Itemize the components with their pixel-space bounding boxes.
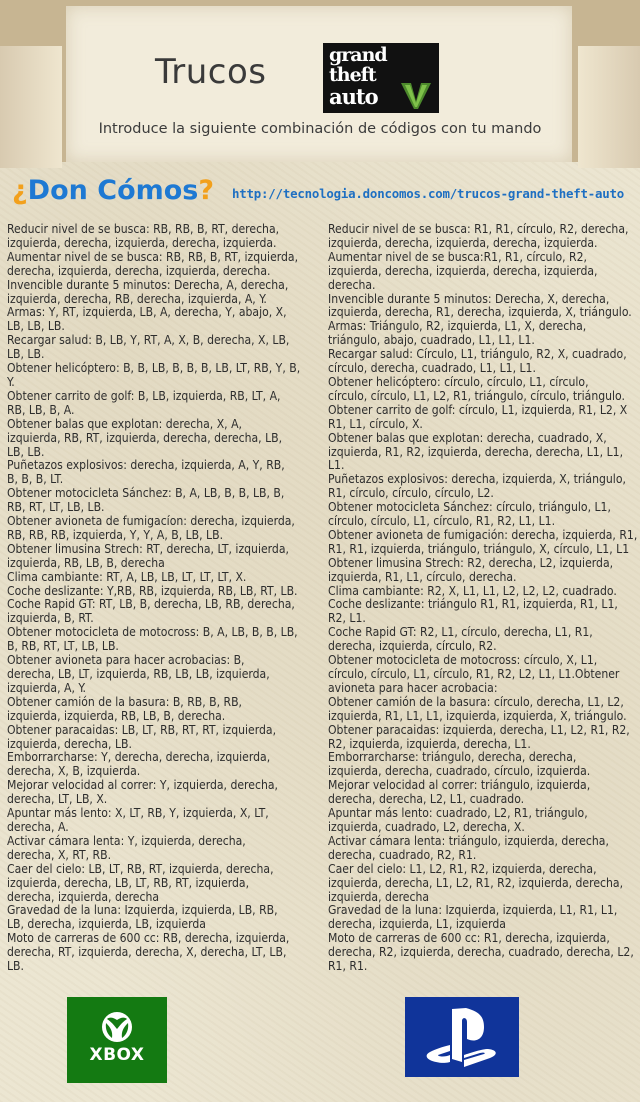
ps-cheat-line: círculo, círculo, L1, círculo, R1, R2, L2, L1, L1.Obtener: [328, 667, 620, 681]
xbox-cheat-line: derecha, X, B, izquierda.: [7, 764, 141, 779]
ps-cheat-line: Moto de carreras de 600 cc: R1, derecha, izquierda,: [328, 931, 610, 946]
xbox-cheat-line: LB, LB, LB.: [7, 319, 65, 334]
xbox-cheat-line: Aumentar nivel de se busca: RB, RB, B, RT, izquierda,: [7, 249, 299, 264]
ps-cheat-line: Caer del cielo: L1, L2, R1, R2, izquierda, derecha,: [328, 861, 597, 876]
ps-cheat-line: R1, círculo, círculo, círculo, L2.: [328, 486, 494, 501]
ps-cheat-line: R1, L1, círculo, X.: [328, 416, 423, 431]
header-edge-left: [0, 40, 62, 168]
ps-cheat-line: Obtener paracaidas: izquierda, derecha, L1, L2, R1, R2,: [328, 722, 630, 737]
xbox-cheat-line: Coche deslizante: Y,RB, RB, izquierda, RB, LB, RT, LB.: [7, 583, 298, 598]
xbox-cheat-line: Obtener camión de la basura: B, RB, B, RB,: [7, 694, 242, 709]
xbox-cheat-line: izquierda, A, Y.: [7, 680, 86, 695]
xbox-logo-text: XBOX: [89, 1045, 145, 1065]
ps-cheat-line: izquierda, derecha, R1, derecha, izquierda, X, triángulo.: [328, 305, 632, 320]
brand-open-question: ¿: [12, 175, 28, 206]
header-edge-right: [578, 40, 640, 168]
xbox-cheat-line: izquierda, derecha, LB.: [7, 736, 132, 751]
xbox-cheat-line: Armas: Y, RT, izquierda, LB, A, derecha, Y, abajo, X,: [7, 305, 287, 320]
ps-cheat-line: Activar cámara lenta: triángulo, izquierda, derecha,: [328, 833, 609, 848]
xbox-cheat-line: Obtener avioneta para hacer acrobacias: B,: [7, 653, 245, 668]
logo-word-auto: auto: [329, 84, 378, 109]
ps-cheat-line: derecha, R2, izquierda, derecha, cuadrado, derecha, L2,: [328, 945, 634, 960]
xbox-cheat-line: Apuntar más lento: X, LT, RB, Y, izquierda, X, LT,: [7, 806, 269, 821]
xbox-cheat-line: derecha, LB, LT, izquierda, RB, LB, LB, izquierda,: [7, 667, 270, 681]
ps-cheat-line: R2, izquierda, izquierda, derecha, L1.: [328, 736, 531, 751]
ps-cheat-line: derecha, cuadrado, R2, R1.: [328, 847, 477, 862]
xbox-cheat-line: Recargar salud: B, LB, Y, RT, A, X, B, derecha, X, LB,: [7, 333, 290, 348]
ps-cheat-line: izquierda, R1, R2, izquierda, derecha, derecha, L1, L1,: [328, 444, 624, 459]
ps-cheat-line: Obtener motocicleta de motocross: círculo, X, L1,: [328, 653, 598, 668]
ps-cheat-line: izquierda, derecha, cuadrado, círculo, izquierda.: [328, 764, 591, 779]
xbox-cheat-line: Obtener balas que explotan: derecha, X, A,: [7, 416, 242, 431]
xbox-cheat-line: Obtener paracaidas: LB, LT, RB, RT, RT, izquierda,: [7, 722, 277, 737]
ps-cheat-line: círculo, círculo, L1, círculo, R1, R2, L1, L1.: [328, 514, 556, 529]
xbox-cheat-line: Obtener avioneta de fumigacíon: derecha, izquierda,: [7, 514, 295, 529]
xbox-cheat-line: derecha, X, RT, RB.: [7, 847, 112, 862]
ps-cheat-line: triángulo, abajo, cuadrado, L1, L1, L1.: [328, 333, 535, 348]
xbox-cheat-line: LB, LB.: [7, 444, 45, 459]
ps-cheat-line: Obtener motocicleta Sánchez: círculo, triángulo, L1,: [328, 500, 611, 515]
xbox-cheat-line: izquierda, RB, RT, izquierda, derecha, derecha, LB,: [7, 430, 283, 445]
xbox-cheat-line: Coche Rapid GT: RT, LB, B, derecha, LB, RB, derecha,: [7, 597, 295, 612]
xbox-cheat-line: izquierda, RB, LB, B, derecha: [7, 555, 165, 570]
ps-cheat-line: Invencible durante 5 minutos: Derecha, X, derecha,: [328, 291, 610, 306]
xbox-cheat-line: Activar cámara lenta: Y, izquierda, derecha,: [7, 833, 246, 848]
playstation-cheats-column: [328, 223, 640, 974]
xbox-cheat-line: LB, LB.: [7, 347, 45, 362]
page-subtitle: Introduce la siguiente combinación de códigos con tu mando: [98, 121, 542, 137]
ps-cheat-line: Obtener camión de la basura: círculo, derecha, L1, L2,: [328, 694, 624, 709]
ps-cheat-line: Obtener balas que explotan: derecha, cuadrado, X,: [328, 430, 607, 445]
ps-cheat-line: R1, R1.: [328, 959, 368, 974]
xbox-cheat-line: izquierda, derecha, izquierda, derecha, izquierda.: [7, 235, 277, 250]
brand-name: Don Cómos: [27, 175, 199, 206]
xbox-cheat-line: LB.: [7, 959, 24, 974]
xbox-cheat-line: izquierda, izquierda, RB, LB, B, derecha.: [7, 708, 226, 723]
xbox-cheat-line: derecha, RT, izquierda, derecha, X, derecha, LT, LB,: [7, 945, 287, 960]
xbox-cheat-line: RB, RT, LT, LB, LB.: [7, 500, 105, 515]
ps-cheat-line: derecha, izquierda, L1, izquierda: [328, 917, 506, 932]
ps-cheat-line: izquierda, R1, L1, círculo, derecha.: [328, 569, 517, 584]
gta-v-logo: [323, 43, 439, 113]
ps-cheat-line: círculo, círculo, L1, L2, R1, triángulo, círculo, triángulo.: [328, 388, 625, 403]
xbox-cheat-line: RB, LB, B, A.: [7, 402, 75, 417]
xbox-cheat-line: B, B, B, LT.: [7, 472, 64, 487]
xbox-cheat-line: Gravedad de la luna: Izquierda, izquierda, LB, RB,: [7, 903, 278, 918]
xbox-cheat-line: B, RB, RT, LT, LB, LB.: [7, 639, 119, 654]
xbox-cheat-line: Clima cambiante: RT, A, LB, LB, LT, LT, LT, X.: [7, 569, 247, 584]
xbox-cheat-line: Emborrarcharse: Y, derecha, derecha, izquierda,: [7, 750, 271, 765]
xbox-cheat-line: LB, derecha, izquierda, LB, izquierda: [7, 917, 206, 932]
five-emblem-icon: [399, 81, 433, 111]
ps-cheat-line: derecha, izquierda, círculo, R2.: [328, 639, 497, 654]
doncomos-brand: [12, 175, 214, 209]
ps-cheat-line: Gravedad de la luna: Izquierda, izquierda, L1, R1, L1,: [328, 903, 618, 918]
xbox-cheat-line: RB, RB, RB, izquierda, Y, Y, A, B, LB, LB.: [7, 527, 224, 542]
xbox-cheat-line: izquierda, B, RT.: [7, 611, 94, 626]
xbox-cheat-line: Invencible durante 5 minutos: Derecha, A, derecha,: [7, 277, 289, 292]
xbox-cheat-line: Y.: [7, 374, 15, 389]
ps-cheat-line: Apuntar más lento: cuadrado, L2, R1, triángulo,: [328, 806, 588, 821]
xbox-cheat-line: izquierda, derecha, RB, derecha, izquierda, A, Y.: [7, 291, 267, 306]
ps-cheat-line: Obtener carrito de golf: círculo, L1, izquierda, R1, L2, X: [328, 402, 628, 417]
xbox-cheat-line: Obtener motocicleta Sánchez: B, A, LB, B, B, LB, B,: [7, 486, 285, 501]
ps-cheat-line: Coche deslizante: triángulo R1, R1, izquierda, R1, L1,: [328, 597, 618, 612]
ps-cheat-line: izquierda, derecha, L1, L2, R1, R2, izquierda, derecha,: [328, 875, 624, 890]
xbox-cheat-line: Obtener carrito de golf: B, LB, izquierda, RB, LT, A,: [7, 388, 281, 403]
ps-cheat-line: derecha, derecha, L2, L1, cuadrado.: [328, 792, 525, 807]
xbox-cheat-line: derecha, LT, LB, X.: [7, 792, 108, 807]
xbox-cheat-line: derecha, A.: [7, 819, 69, 834]
xbox-cheat-line: Obtener motocicleta de motocross: B, A, LB, B, B, LB,: [7, 625, 298, 640]
ps-cheat-line: R2, L1.: [328, 611, 366, 626]
xbox-cheat-line: derecha, izquierda, derecha, izquierda, derecha.: [7, 263, 271, 278]
xbox-cheat-line: Caer del cielo: LB, LT, RB, RT, izquierda, derecha,: [7, 861, 274, 876]
ps-cheat-line: izquierda, cuadrado, L2, derecha, X.: [328, 819, 525, 834]
ps-cheat-line: Reducir nivel de se busca: R1, R1, círculo, R2, derecha,: [328, 222, 629, 236]
xbox-cheat-line: Mejorar velocidad al correr: Y, izquierda, derecha,: [7, 778, 278, 793]
ps-cheat-line: derecha.: [328, 277, 376, 292]
xbox-logo: [67, 997, 167, 1083]
ps-cheat-line: Emborrarcharse: triángulo, derecha, derecha,: [328, 750, 577, 765]
ps-cheat-line: Mejorar velocidad al correr: triángulo, izquierda,: [328, 778, 591, 793]
ps-cheat-line: izquierda, R1, L1, L1, izquierda, izquierda, X, triángulo.: [328, 708, 627, 723]
logo-word-grand: grand: [329, 44, 387, 66]
ps-cheat-line: izquierda, derecha: [328, 889, 430, 904]
ps-cheat-line: Obtener helicóptero: círculo, círculo, L1, círculo,: [328, 374, 589, 389]
ps-cheat-line: izquierda, derecha, izquierda, derecha, izquierda,: [328, 263, 598, 278]
ps-cheat-line: Clima cambiante: R2, X, L1, L1, L2, L2, L2, cuadrado.: [328, 583, 617, 598]
ps-cheat-line: Armas: Triángulo, R2, izquierda, L1, X, derecha,: [328, 319, 587, 334]
ps-cheat-line: Obtener limusina Strech: R2, derecha, L2, izquierda,: [328, 555, 614, 570]
ps-cheat-line: Recargar salud: Círculo, L1, triángulo, R2, X, cuadrado,: [328, 347, 627, 362]
xbox-cheat-line: derecha, izquierda, derecha: [7, 889, 160, 904]
logo-word-theft: theft: [329, 64, 376, 86]
xbox-cheats-column: [7, 223, 307, 974]
playstation-logo: [405, 997, 519, 1077]
header-paper: [66, 6, 572, 162]
ps-cheat-line: L1.: [328, 458, 345, 473]
ps-cheat-line: Obtener avioneta de fumigación: derecha, izquierda, R1,: [328, 527, 638, 542]
ps-cheat-line: Coche Rapid GT: R2, L1, círculo, derecha, L1, R1,: [328, 625, 593, 640]
ps-cheat-line: R1, R1, izquierda, triángulo, triángulo, X, círculo, L1, L1: [328, 541, 630, 556]
xbox-cheat-line: Puñetazos explosivos: derecha, izquierda, A, Y, RB,: [7, 458, 285, 473]
brand-close-question: ?: [198, 175, 215, 206]
xbox-cheat-line: Reducir nivel de se busca: RB, RB, B, RT, derecha,: [7, 222, 280, 236]
ps-cheat-line: Aumentar nivel de se busca:R1, R1, círculo, R2,: [328, 249, 587, 264]
page-title: Trucos: [155, 52, 267, 92]
ps-cheat-line: Puñetazos explosivos: derecha, izquierda, X, triángulo,: [328, 472, 626, 487]
ps-cheat-line: círculo, derecha, cuadrado, L1, L1, L1.: [328, 361, 536, 376]
playstation-icon: [422, 1005, 502, 1069]
xbox-cheat-line: Obtener helicóptero: B, B, LB, B, B, B, LB, LT, RB, Y, B,: [7, 361, 301, 376]
xbox-icon: [101, 1011, 133, 1043]
xbox-cheat-line: izquierda, derecha, LB, LT, RB, RT, izquierda,: [7, 875, 250, 890]
brand-url-link[interactable]: http://tecnologia.doncomos.com/trucos-grand-theft-auto: [232, 186, 625, 201]
xbox-cheat-line: Obtener limusina Strech: RT, derecha, LT, izquierda,: [7, 541, 289, 556]
ps-cheat-line: izquierda, derecha, izquierda, derecha, izquierda.: [328, 235, 598, 250]
ps-cheat-line: avioneta para hacer acrobacia:: [328, 680, 498, 695]
xbox-cheat-line: Moto de carreras de 600 cc: RB, derecha, izquierda,: [7, 931, 290, 946]
